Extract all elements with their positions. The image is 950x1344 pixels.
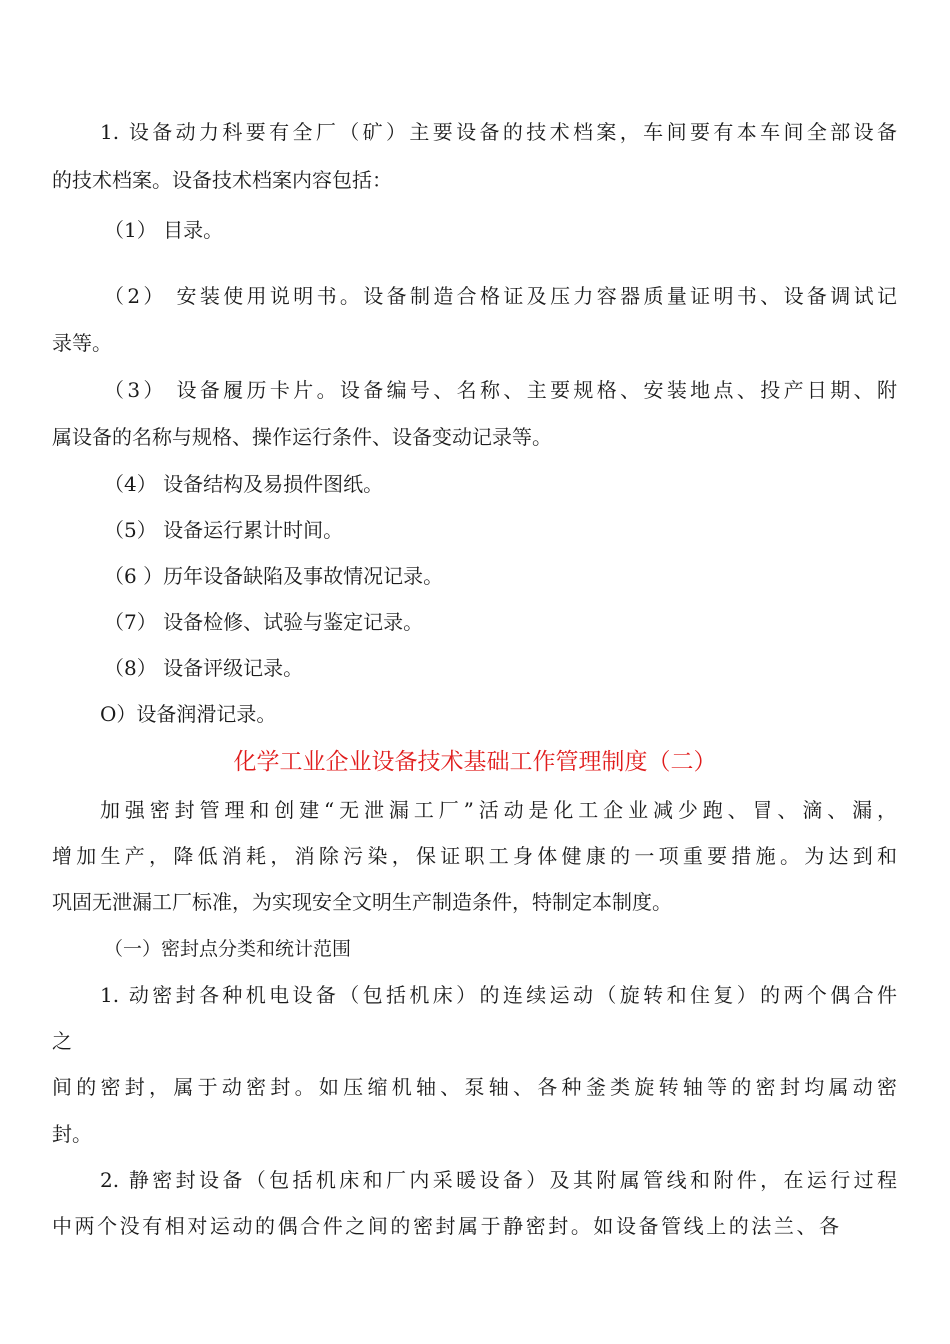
list-item-8: （8） 设备评级记录。 — [104, 656, 304, 680]
list-item-3-line-2: 属设备的名称与规格、操作运行条件、设备变动记录等。 — [52, 425, 552, 449]
list-item-1: （1） 目录。 — [104, 218, 224, 242]
paragraph-4-line-2: 中两个没有相对运动的偶合件之间的密封属于静密封。如设备管线上的法兰、各 — [52, 1214, 839, 1238]
paragraph-1-line-1: 1. 设备动力科要有全厂（矿）主要设备的技术档案，车间要有本车间全部设备 — [100, 120, 897, 144]
paragraph-1-line-2: 的技术档案。设备技术档案内容包括： — [52, 168, 392, 192]
paragraph-3-line-1: 1. 动密封各种机电设备（包括机床）的连续运动（旋转和住复）的两个偶合件 — [100, 983, 897, 1007]
list-item-7: （7） 设备检修、试验与鉴定记录。 — [104, 610, 424, 634]
paragraph-3-line-4: 封。 — [52, 1122, 92, 1146]
list-item-9: O）设备润滑记录。 — [100, 702, 277, 726]
paragraph-4-line-1: 2. 静密封设备（包括机床和厂内采暖设备）及其附属管线和附件，在运行过程 — [100, 1168, 897, 1192]
list-item-4: （4） 设备结构及易损件图纸。 — [104, 472, 384, 496]
subsection-heading: （一）密封点分类和统计范围 — [104, 938, 352, 960]
list-item-6: （6 ）历年设备缺陷及事故情况记录。 — [104, 564, 444, 588]
paragraph-3-line-3: 间的密封，属于动密封。如压缩机轴、泵轴、各种釜类旋转轴等的密封均属动密 — [52, 1075, 897, 1099]
paragraph-2-line-2: 增加生产，降低消耗，消除污染，保证职工身体健康的一项重要措施。为达到和 — [52, 844, 897, 868]
paragraph-2-line-1: 加强密封管理和创建“无泄漏工厂”活动是化工企业减少跑、冒、滴、漏， — [100, 798, 897, 822]
list-item-2-line-1: （2） 安装使用说明书。设备制造合格证及压力容器质量证明书、设备调试记 — [104, 284, 897, 308]
list-item-5: （5） 设备运行累计时间。 — [104, 518, 344, 542]
paragraph-3-line-2: 之 — [52, 1029, 72, 1053]
section-title: 化学工业企业设备技术基础工作管理制度（二） — [233, 749, 717, 775]
paragraph-2-line-3: 巩固无泄漏工厂标准，为实现安全文明生产制造条件，特制定本制度。 — [52, 890, 672, 914]
list-item-3-line-1: （3） 设备履历卡片。设备编号、名称、主要规格、安装地点、投产日期、附 — [104, 378, 897, 402]
list-item-2-line-2: 录等。 — [52, 331, 112, 355]
